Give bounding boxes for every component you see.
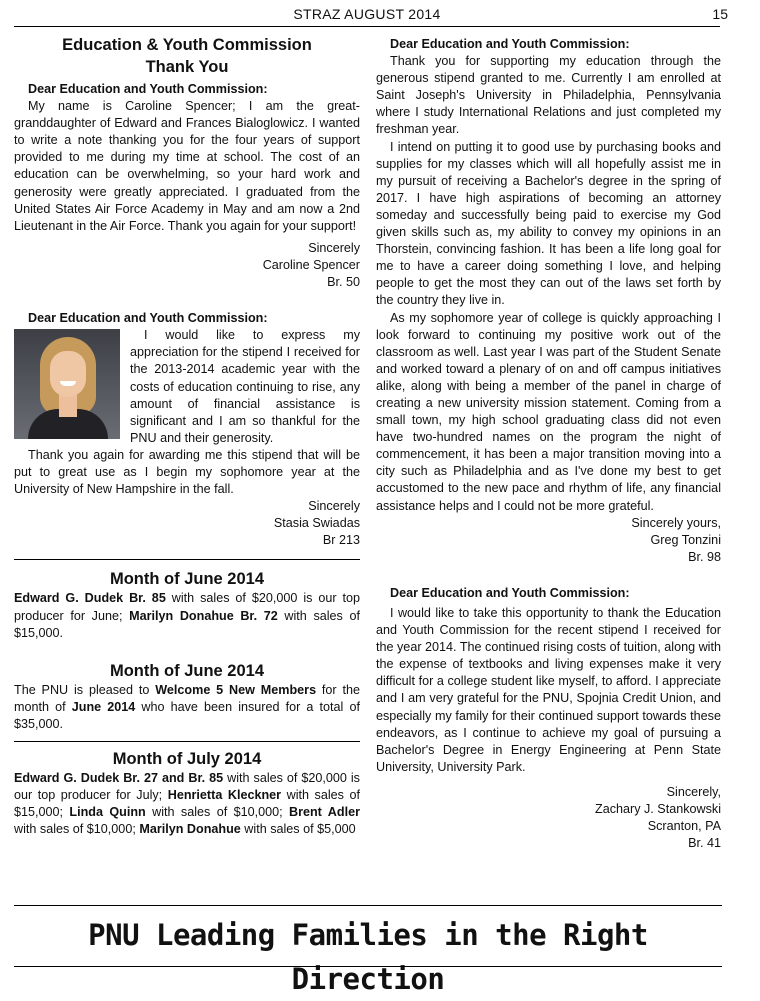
- letter-closing: Sincerely,: [666, 784, 721, 799]
- letter-paragraph: As my sophomore year of college is quickly approaching I look forward to continuing my positive work out of the classroom as well. Last year I was part of the Student Senate and worked toward a plenary of on and off campus initiatives alike, along with being a member of the panel in charge of creating a new university mission statement. Coming from a small town, my high school graduating class did not even have two-hundred names on the program the night of commencement, it has been a major transition moving into a city such as Philadelphia and as I've done my best to get accustomed to the new pace and rhythm of life, any financial assistance helps and I could not be more grateful.: [376, 310, 721, 513]
- letter-branch: Br. 50: [327, 275, 360, 290]
- section-title: Month of June 2014: [109, 661, 265, 680]
- page-header: [14, 6, 728, 27]
- letter-signature-name: Caroline Spencer: [262, 257, 360, 272]
- student-photo: [14, 329, 120, 439]
- letter-signature-name: Zachary J. Stankowski: [595, 802, 721, 817]
- letter-salutation: Dear Education and Youth Commission:: [390, 585, 630, 600]
- producer-name: Edward G. Dudek Br. 27 and Br. 85: [14, 771, 224, 785]
- letter-body: My name is Caroline Spencer; I am the great-granddaughter of Edward and Frances Bialoglowicz. I wanted to write a note thanking you for the four years of support provided to me during my time at school. The cost of an education can be overwhelming, so your hard work and generosity were greatly appreciated. I graduated from the United States Air Force Academy in May and am now a 2nd Lieutenant in the Air Force. Thank you again for your support!: [14, 99, 360, 233]
- letter-branch: Br 213: [322, 533, 360, 548]
- newspaper-title: STRAZ AUGUST 2014: [293, 6, 441, 22]
- section-title: Month of June 2014: [109, 570, 265, 589]
- letter-caroline-spencer: [14, 81, 360, 291]
- letter-zachary-stankowski: [376, 585, 721, 852]
- section-body: Edward G. Dudek Br. 27 and Br. 85 with sales of $20,000 is our top producer for July; Henrietta Kleckner with sales of $15,000; Linda Quinn with sales of $10,000; Brent Adler with sales of $10,000; Marilyn Donahue with sales of $5,000: [14, 771, 361, 837]
- producer-name: Marilyn Donahue Br. 72: [129, 608, 278, 623]
- section-title: Month of July 2014: [112, 750, 262, 768]
- letter-closing: Sincerely yours,: [631, 515, 721, 530]
- letter-branch: Br. 41: [688, 836, 721, 851]
- letter-closing: Sincerely: [308, 499, 360, 514]
- letter-salutation: Dear Education and Youth Commission:: [390, 37, 630, 51]
- section-body: Edward G. Dudek Br. 85 with sales of $20,000 is our top producer for June; Marilyn Donahue Br. 72 with sales of $15,000.: [14, 591, 360, 640]
- letter-branch: Br. 98: [688, 549, 721, 564]
- slogan-banner: PNU Leading Families in the Right Direction: [88, 918, 648, 996]
- letter-greg-tonzini: [376, 36, 721, 566]
- letter-closing: Sincerely: [308, 240, 360, 255]
- june-new-members: [14, 660, 360, 733]
- producer-name: Edward G. Dudek Br. 85: [14, 591, 166, 606]
- banner-top-rule: [14, 905, 722, 906]
- letter-signature-name: Stasia Swiadas: [273, 516, 360, 531]
- letter-body: I would like to take this opportunity to thank the Education and Youth Commission for the recent stipend I received for the year 2014. The continued rising costs of tuition, along with the expense of textbooks and living expenses make it very difficult for a college student like myself, to afford. I appreciate and I am very grateful for the PNU, Spojnia Credit Union, and especially my family for their continued support towards these endeavors, as I continue to achieve my goal of pursuing a Bachelor's Degree in Energy Engineering at Penn State University, University Park.: [376, 606, 721, 774]
- page-number: 15: [712, 6, 728, 22]
- letter-location: Scranton, PA: [647, 819, 721, 834]
- july-top-producers: [14, 748, 360, 838]
- left-column: [14, 34, 360, 838]
- letter-salutation: Dear Education and Youth Commission:: [28, 311, 268, 326]
- producer-name: Marilyn Donahue: [139, 822, 241, 837]
- producer-name: Linda Quinn: [69, 805, 146, 820]
- section-body: The PNU is pleased to Welcome 5 New Members for the month of June 2014 who have been insured for a total of $35,000.: [14, 682, 360, 731]
- letter-signature-name: Greg Tonzini: [650, 532, 721, 547]
- june-top-producers: [14, 568, 360, 641]
- letter-salutation: Dear Education and Youth Commission:: [28, 82, 268, 96]
- letter-body-continued: Thank you again for awarding me this stipend that will be put to great use as I begin my sophomore year at the University of New Hampshire in the fall.: [14, 447, 360, 497]
- letter-paragraph: I intend on putting it to good use by purchasing books and supplies for my classes which will all hopefully assist me in my pursuit of receiving a Bachelor's degree in the spring of 2017. I have high aspirations of becoming an attorney someday and successfully being paid to exercise my God given skills such as, my ability to convey my opinions in an Thorstein, convincing fashion. It has been a life long goal for me to have a career doing something I love, and helping people to get the most they can out of the laws set forth by the country they live in.: [376, 139, 721, 308]
- producer-name: Brent Adler: [288, 805, 360, 820]
- commission-subtitle: Thank You: [145, 58, 229, 76]
- letter-paragraph: Thank you for supporting my education through the generous stipend granted to me. Currently I am enrolled at Saint Joseph's University in Philadelphia, Pennsylvania where I study International Relations and just completed my freshman year.: [376, 54, 721, 137]
- right-column: [376, 36, 721, 852]
- letter-stasia-swiadas: [14, 310, 360, 549]
- producer-name: Henrietta Kleckner: [167, 788, 282, 803]
- letter-body: I would like to express my appreciation for the stipend I received for the 2013-2014 academic year with the costs of education continuing to rise, any amount of financial assistance is significant and I am so thankful for the PNU and their generosity.: [130, 328, 360, 445]
- banner-bottom-rule: [14, 966, 722, 967]
- commission-title: Education & Youth Commission: [62, 36, 312, 54]
